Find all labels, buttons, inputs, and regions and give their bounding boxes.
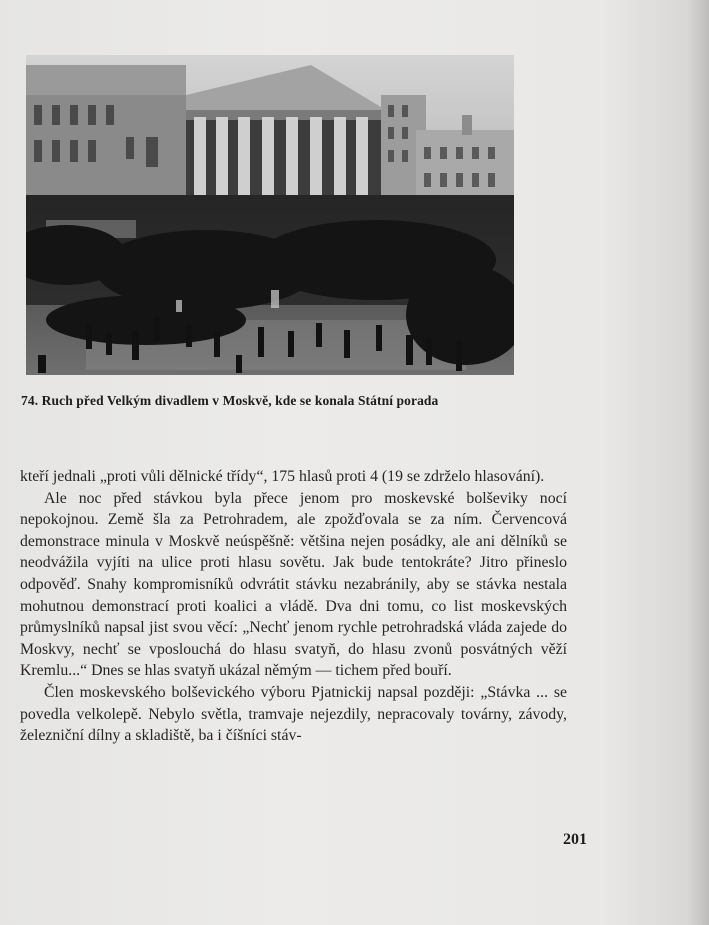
paragraph-1: kteří jednali „proti vůli dělnické třídy“, 175 hlasů proti 4 (19 se zdrželo hlasování). — [20, 468, 545, 485]
paragraph-2: Ale noc před stávkou byla přece jenom pro moskevské bolševiky nocí nepokojnou. Země šla za Petrohradem, ale zpožďovala se za ním. Červencová demonstrace minula v Moskvě neúspěšně: většina nejen posádky, ale ani dělníků se neodvážila vyjíti na ulice proti hlasu sovětu. Jak bude tentokráte? Jitro přineslo odpověď. Snahy kompromisníků odvrátit stávku nezabránily, aby se stávka nestala mohutnou demonstrací proti koalici a vládě. Dva dni tomu, co list moskevských průmyslníků napsal jist svou věcí: „Nechť jenom rychle petrohradská vláda zajede do Moskvy, nechť se vposlouchá do hlasu svatyň, do hlasu zvonů posvátných věží Kremlu...“ Dnes se hlas svatyň ukázal němým — tichem před bouří. — [20, 489, 567, 680]
page-number: 201 — [563, 831, 587, 848]
paragraph-3: Člen moskevského bolševického výboru Pjatnickij napsal později: „Stávka ... se povedla velkolepě. Nebylo světla, tramvaje nejezdily, nepracovaly továrny, závody, železniční dílny a skladiště, ba i číšníci stáv- — [20, 683, 567, 745]
photograph-bolshoi-theatre-crowd — [26, 55, 514, 375]
body-text — [20, 466, 567, 747]
photograph-illustration — [26, 55, 514, 375]
figure-caption: 74. Ruch před Velkým divadlem v Moskvě, kde se konala Státní porada — [21, 393, 439, 408]
